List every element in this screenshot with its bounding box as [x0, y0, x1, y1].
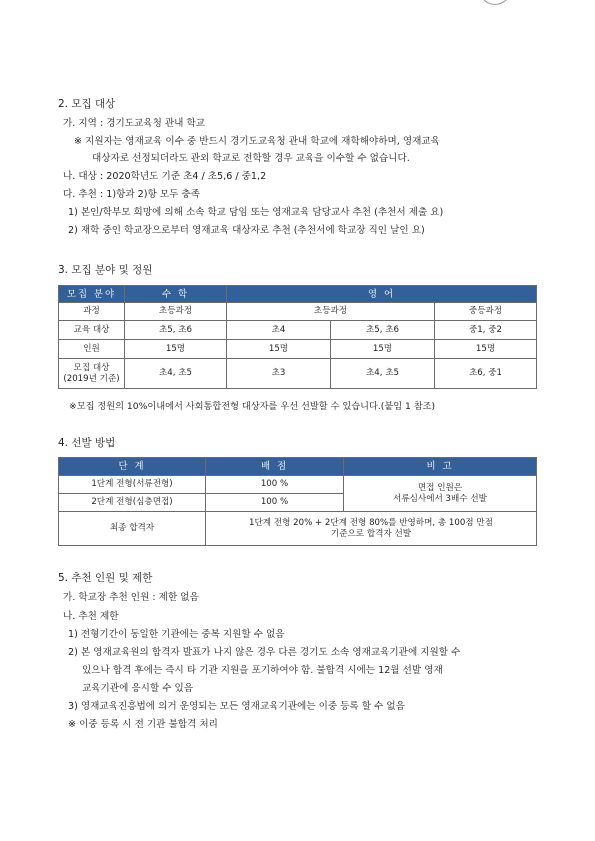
note-line-1: ※ 지원자는 영재교육 이수 중 반드시 경기도교육청 관내 학교에 재학해야하며, 영재교육: [74, 136, 440, 147]
table-row: [59, 512, 537, 546]
header-remark: 비 고: [344, 458, 537, 476]
stage-1-score: 100 %: [206, 476, 344, 494]
header-score: 배 점: [206, 458, 344, 476]
count-cell: 15명: [331, 340, 435, 359]
recommend-line: 다. 추천 : 1)항과 2)항 모두 충족: [63, 189, 200, 200]
count-cell: 15명: [125, 340, 227, 359]
limit-item-2b: 있으나 합격 후에는 즉시 타 기관 지원을 포기하여야 함. 불합격 시에는 12월 선발 영재: [82, 665, 443, 676]
selection-header-row: [59, 458, 537, 476]
header-field: 모집 분야: [59, 286, 125, 303]
count-cell: 15명: [227, 340, 331, 359]
english-middle-course: 중등과정: [435, 303, 537, 321]
note-line-2: 대상자로 선정되더라도 관외 학교로 전학할 경우 교육을 이수할 수 없습니다.: [92, 153, 410, 164]
recruit-label-line-1: 모집 대상: [73, 362, 110, 373]
table-row: [59, 303, 537, 321]
target-cell: 중1, 중2: [435, 321, 537, 340]
final-rule-line-2: 기준으로 합격자 선발: [330, 528, 412, 539]
recommend-item-1: 1) 본인/학부모 희망에 의해 소속 학교 담임 또는 영재교육 담당교사 추천 (추천서 제출 요): [68, 207, 444, 218]
header-stage: 단 계: [59, 458, 206, 476]
stage-2-label: 2단계 전형(심층면접): [59, 494, 206, 512]
target-line: 나. 대상 : 2020학년도 기준 초4 / 초5,6 / 중1,2: [63, 171, 267, 182]
section-4-title: 4. 선발 방법: [58, 437, 116, 449]
target-cell: 초5, 초6: [125, 321, 227, 340]
header-english: 영 어: [227, 286, 537, 303]
header-math: 수 학: [125, 286, 227, 303]
recommend-item-2: 2) 재학 중인 학교장으로부터 영재교육 대상자로 추천 (추천서에 학교장 직인 날인 요): [68, 225, 425, 236]
remark-line-2: 서류심사에서 3배수 선발: [393, 493, 487, 504]
math-course: 초등과정: [125, 303, 227, 321]
section-3-title: 3. 모집 분야 및 정원: [58, 264, 153, 276]
recruit-header-row: [59, 286, 537, 303]
recruit-cell: 초6, 중1: [435, 359, 537, 389]
quota-note: ※모집 정원의 10%이내에서 사회통합전형 대상자를 우선 선발할 수 있습니다.(붙임 1 참조): [69, 401, 436, 412]
final-label: 최종 합격자: [59, 512, 206, 546]
stage-2-score: 100 %: [206, 494, 344, 512]
section-5-title: 5. 추천 인원 및 제한: [58, 572, 153, 584]
table-row: [59, 359, 537, 389]
limit-item-1: 1) 전형기간이 동일한 기관에는 중복 지원할 수 없음: [68, 629, 285, 640]
target-cell: 초5, 초6: [331, 321, 435, 340]
target-label: 교육 대상: [59, 321, 125, 340]
recruit-table: [58, 285, 537, 389]
final-rule: [206, 512, 537, 546]
limit-item-3: 3) 영재교육진흥법에 의거 운영되는 모든 영재교육기관에는 이중 등록 할 수 없음: [68, 701, 405, 712]
principal-line: 가. 학교장 추천 인원 : 제한 없음: [63, 592, 199, 603]
stage-1-label: 1단계 전형(서류전형): [59, 476, 206, 494]
recruit-cell: 초4, 초5: [331, 359, 435, 389]
count-cell: 15명: [435, 340, 537, 359]
recruit-cell: 초3: [227, 359, 331, 389]
recruit-cell: 초4, 초5: [125, 359, 227, 389]
table-row: [59, 321, 537, 340]
region-line: 가. 지역 : 경기도교육청 관내 학교: [63, 118, 206, 129]
final-rule-line-1: 1단계 전형 20% + 2단계 전형 80%를 반영하며, 총 100점 만점: [249, 517, 493, 528]
limit-line: 나. 추천 제한: [63, 611, 119, 622]
page-corner-mark: [479, 0, 511, 5]
limit-item-2a: 2) 본 영재교육원의 합격자 발표가 나지 않은 경우 다른 경기도 소속 영재교육기관에 지원할 수: [68, 647, 461, 658]
limit-item-4: ※ 이중 등록 시 전 기관 불합격 처리: [68, 719, 218, 730]
recruit-label-line-2: (2019년 기준): [63, 373, 120, 384]
section-2-title: 2. 모집 대상: [58, 98, 116, 110]
limit-item-2c: 교육기관에 응시할 수 있음: [82, 683, 194, 694]
table-row: [59, 340, 537, 359]
table-row: [59, 476, 537, 494]
course-label: 과정: [59, 303, 125, 321]
remark-line-1: 면접 인원은: [417, 482, 463, 493]
english-elementary-course: 초등과정: [227, 303, 435, 321]
recruit-label: [59, 359, 125, 389]
remark-cell: [344, 476, 537, 512]
count-label: 인원: [59, 340, 125, 359]
selection-table: [58, 457, 537, 546]
target-cell: 초4: [227, 321, 331, 340]
